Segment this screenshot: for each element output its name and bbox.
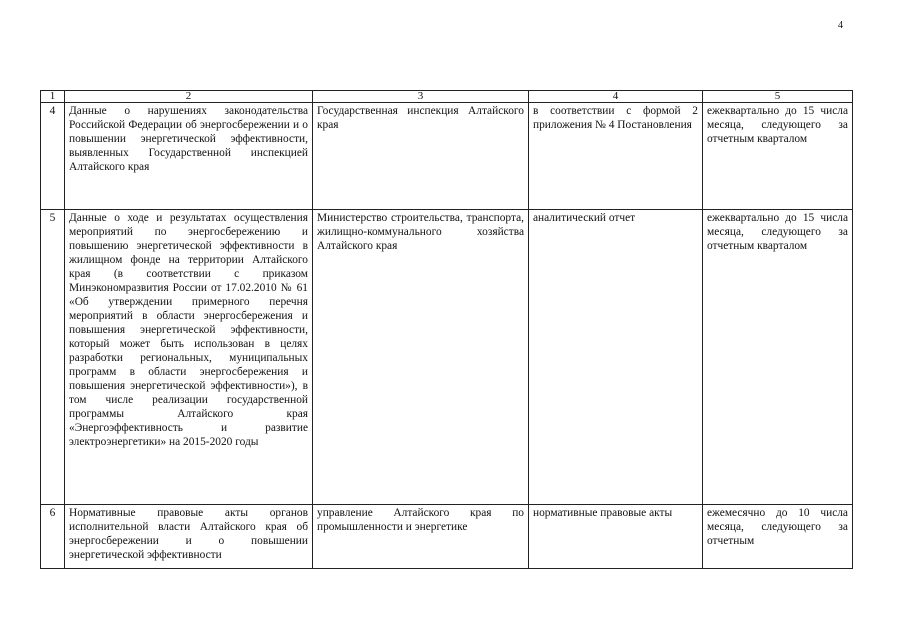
info-description: Данные о нарушениях законодательства Российской Федерации об энергосбережении и о повышении энергетической эффективности, выявленных Государственной инспекцией Алтайского края: [65, 103, 313, 210]
row-number: 4: [41, 103, 65, 210]
form-cell: в соответствии с формой 2 приложения № 4 Постановления: [529, 103, 703, 210]
data-table: [40, 90, 853, 569]
deadline-cell: ежемесячно до 10 числа месяца, следующего за отчетным: [703, 505, 853, 569]
table-row: [41, 210, 853, 505]
form-cell: нормативные правовые акты: [529, 505, 703, 569]
table-header-row: [41, 91, 853, 103]
info-description: Нормативные правовые акты органов исполнительной власти Алтайского края об энергосбережении и о повышении энергетической эффективности: [65, 505, 313, 569]
column-number-header: 3: [313, 91, 529, 103]
table-row: [41, 505, 853, 569]
deadline-cell: ежеквартально до 15 числа месяца, следующего за отчетным кварталом: [703, 210, 853, 505]
provider-cell: Министерство строительства, транспорта, жилищно-коммунального хозяйства Алтайского края: [313, 210, 529, 505]
column-number-header: 1: [41, 91, 65, 103]
info-description: Данные о ходе и результатах осуществления мероприятий по энергосбережению и повышению энергетической эффективности в жилищном фонде на территории Алтайского края (в соответствии с приказом Минэкономразвития России от 17.02.2010 № 61 «Об утверждении примерного перечня мероприятий в области энергосбережения и повышения энергетической эффективности, который может быть использован в целях разработки региональных, муниципальных программ в области энергосбережения и повышения энергетической эффективности»), в том числе реализации государственной программы Алтайского края «Энергоэффективность и развитие электроэнергетики» на 2015-2020 годы: [65, 210, 313, 505]
column-number-header: 2: [65, 91, 313, 103]
row-number: 6: [41, 505, 65, 569]
row-number: 5: [41, 210, 65, 505]
provider-cell: Государственная инспекция Алтайского края: [313, 103, 529, 210]
table-row: [41, 103, 853, 210]
column-number-header: 5: [703, 91, 853, 103]
deadline-cell: ежеквартально до 15 числа месяца, следующего за отчетным кварталом: [703, 103, 853, 210]
column-number-header: 4: [529, 91, 703, 103]
provider-cell: управление Алтайского края по промышленности и энергетике: [313, 505, 529, 569]
page-number: 4: [838, 20, 843, 31]
form-cell: аналитический отчет: [529, 210, 703, 505]
